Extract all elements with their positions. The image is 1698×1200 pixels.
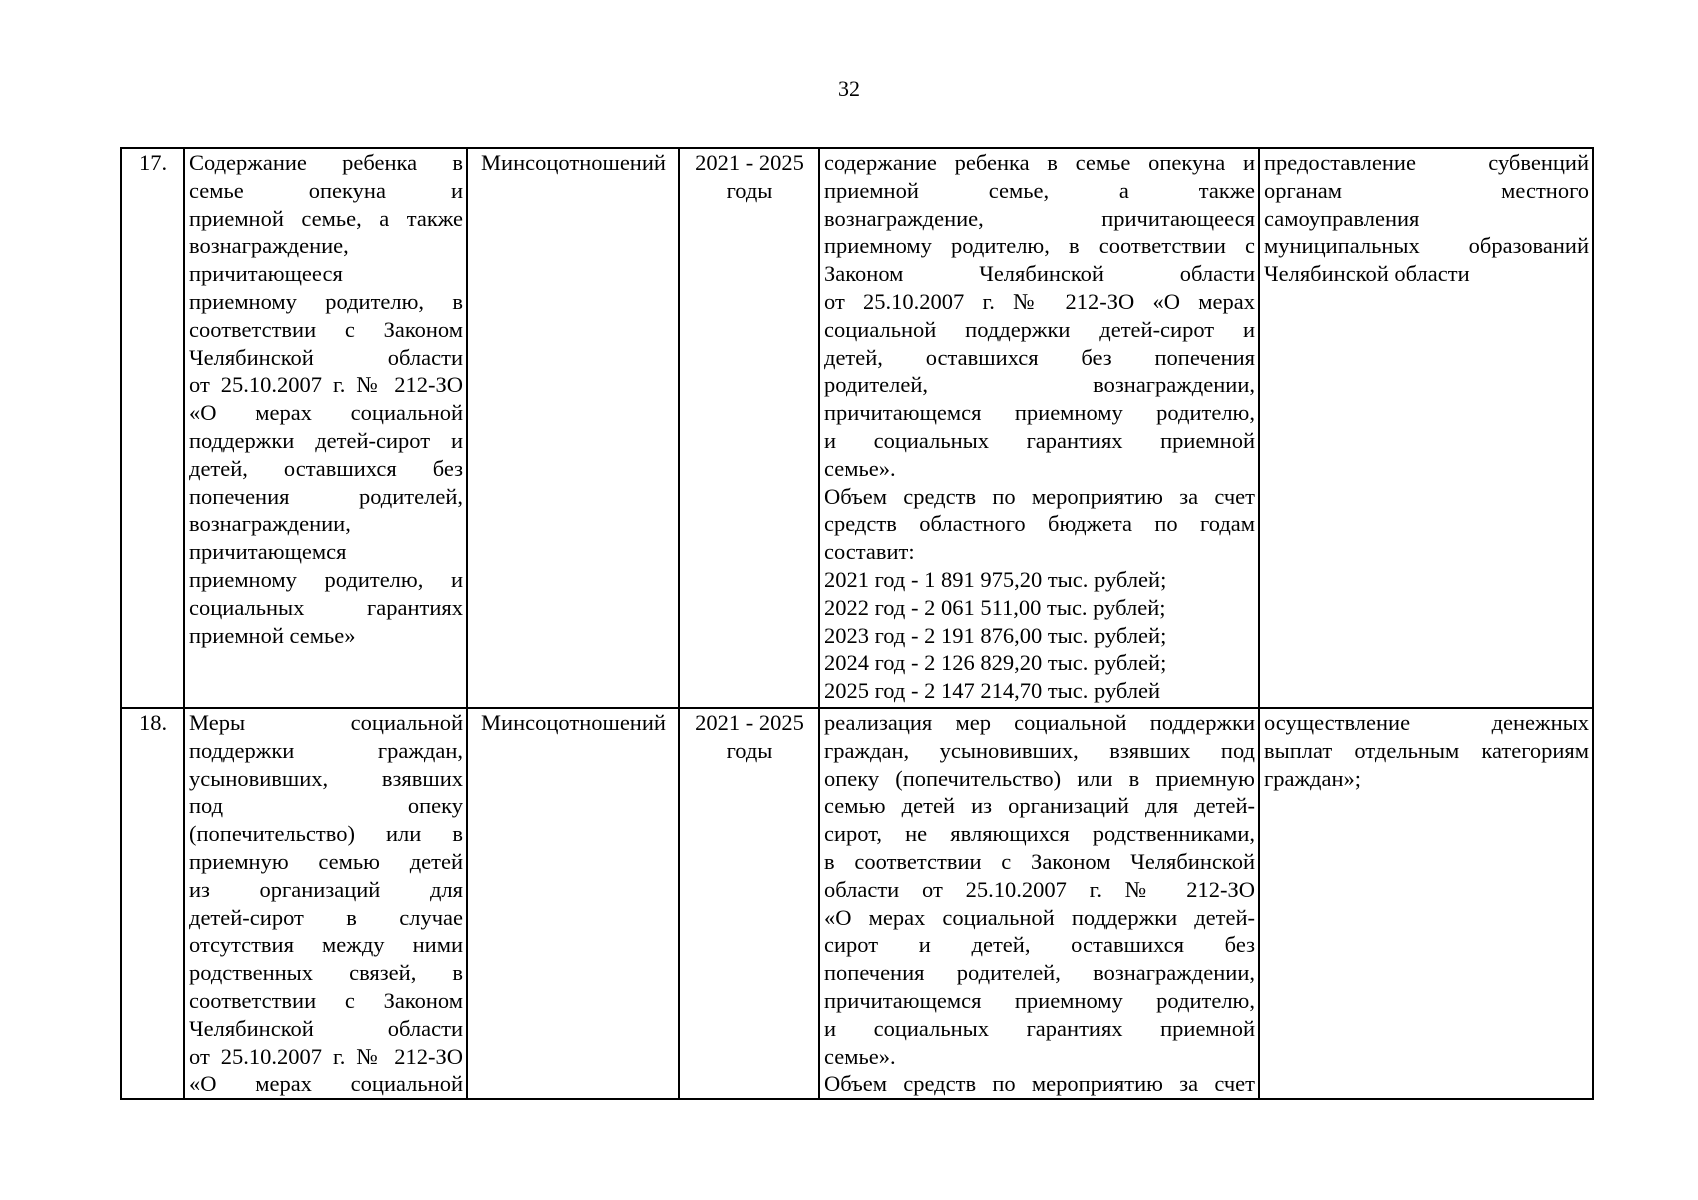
expected-result-line: детей, оставшихся без попечения (824, 344, 1255, 370)
note-line: предоставление субвенций (1264, 150, 1589, 175)
period-unit: годы (726, 737, 773, 763)
measure-title (184, 148, 467, 708)
executor: Минсоцотношений (467, 708, 679, 1099)
measure-title-line: семье опекуна и (189, 177, 463, 203)
period-unit: годы (726, 177, 773, 203)
page-number: 32 (838, 76, 860, 101)
measure-title-line: из организаций для (189, 876, 463, 902)
expected-result-line: 2023 год - 2 191 876,00 тыс. рублей; (824, 622, 1167, 648)
measures-table (120, 147, 1594, 1100)
period (679, 708, 819, 1099)
expected-result (819, 708, 1259, 1099)
table-row (121, 148, 1593, 708)
expected-result-line: семью детей из организаций для детей- (824, 793, 1255, 819)
measure-title-line: «О мерах социальной (189, 400, 463, 426)
expected-result-line: «О мерах социальной поддержки детей- (824, 904, 1255, 930)
note-line: муниципальных образований (1264, 233, 1589, 259)
measure-title-line: отсутствия между ними (189, 932, 463, 958)
measure-title-line: вознаграждении, (189, 511, 351, 537)
measure-title-line: причитающееся (189, 261, 343, 287)
expected-result-line: семье». (824, 1043, 896, 1069)
expected-result-lines (824, 709, 1255, 1098)
measure-title-line: детей, оставшихся без (189, 455, 463, 481)
expected-result-line: области от 25.10.2007 г. № 212-ЗО (824, 876, 1255, 902)
measure-title-line: поддержки граждан, (189, 737, 463, 763)
expected-result-line: составит: (824, 539, 915, 565)
measure-title-line: приемному родителю, в (189, 288, 463, 314)
measure-title-line: (попечительство) или в (189, 821, 463, 847)
period (679, 148, 819, 708)
measure-title-lines (189, 149, 463, 649)
expected-result-line: Объем средств по мероприятию за счет (824, 483, 1255, 509)
measure-title-line: соответствии с Законом (189, 987, 463, 1013)
measure-title-line: «О мерах социальной (189, 1071, 463, 1097)
measure-title-line: родственных связей, в (189, 960, 463, 986)
expected-result-line: содержание ребенка в семье опекуна и (824, 150, 1255, 175)
note (1259, 148, 1593, 708)
expected-result-line: причитающемся приемному родителю, (824, 400, 1255, 426)
measure-title-line: приемному родителю, и (189, 566, 463, 592)
note (1259, 708, 1593, 1099)
measure-title-line: детей-сирот в случае (189, 904, 463, 930)
note-lines (1264, 149, 1589, 288)
expected-result-line: Законом Челябинской области (824, 261, 1255, 287)
measure-title-line: от 25.10.2007 г. № 212-ЗО (189, 1043, 463, 1069)
measure-title-line: под опеку (189, 793, 463, 819)
measure-title-line: попечения родителей, (189, 483, 463, 509)
note-line: выплат отдельным категориям (1264, 737, 1589, 763)
expected-result-line: в соответствии с Законом Челябинской (824, 848, 1255, 874)
measure-title-line: от 25.10.2007 г. № 212-ЗО (189, 372, 463, 398)
expected-result-line: и социальных гарантиях приемной (824, 1015, 1255, 1041)
measure-title-line: Челябинской области (189, 344, 463, 370)
expected-result-line: социальной поддержки детей-сирот и (824, 316, 1255, 342)
measure-title-line: причитающемся (189, 539, 347, 565)
expected-result-line: сирот, не являющихся родственниками, (824, 821, 1255, 847)
measure-title-line: социальных гарантиях (189, 594, 463, 620)
measure-title-lines (189, 709, 463, 1098)
measure-title-line: усыновивших, взявших (189, 765, 463, 791)
expected-result-line: 2024 год - 2 126 829,20 тыс. рублей; (824, 650, 1167, 676)
row-number: 17. (121, 148, 184, 708)
note-lines (1264, 709, 1589, 792)
expected-result-line: родителей, вознаграждении, (824, 372, 1255, 398)
expected-result-line: причитающемся приемному родителю, (824, 987, 1255, 1013)
measure-title-line: приемной семье» (189, 622, 356, 648)
measure-title (184, 708, 467, 1099)
row-number: 18. (121, 708, 184, 1099)
measure-title-line: Меры социальной (189, 710, 463, 735)
expected-result (819, 148, 1259, 708)
note-line: самоуправления (1264, 205, 1420, 231)
expected-result-line: сирот и детей, оставшихся без (824, 932, 1255, 958)
expected-result-line: попечения родителей, вознаграждении, (824, 960, 1255, 986)
expected-result-line: Объем средств по мероприятию за счет (824, 1071, 1255, 1097)
measure-title-line: вознаграждение, (189, 233, 349, 259)
measure-title-line: Челябинской области (189, 1015, 463, 1041)
table-row (121, 708, 1593, 1099)
measure-title-line: Содержание ребенка в (189, 150, 463, 175)
executor: Минсоцотношений (467, 148, 679, 708)
measure-title-line: приемную семью детей (189, 848, 463, 874)
expected-result-line: и социальных гарантиях приемной (824, 427, 1255, 453)
expected-result-line: приемному родителю, в соответствии с (824, 233, 1255, 259)
expected-result-line: вознаграждение, причитающееся (824, 205, 1255, 231)
expected-result-line: семье». (824, 455, 896, 481)
note-line: органам местного (1264, 177, 1589, 203)
period-years: 2021 - 2025 (695, 150, 804, 175)
note-line: граждан»; (1264, 765, 1361, 791)
expected-result-line: опеку (попечительство) или в приемную (824, 765, 1255, 791)
period-years: 2021 - 2025 (695, 710, 804, 735)
measure-title-line: поддержки детей-сирот и (189, 427, 463, 453)
expected-result-line: средств областного бюджета по годам (824, 511, 1255, 537)
expected-result-line: 2022 год - 2 061 511,00 тыс. рублей; (824, 594, 1166, 620)
note-line: Челябинской области (1264, 261, 1470, 287)
note-line: осуществление денежных (1264, 710, 1589, 735)
expected-result-line: граждан, усыновивших, взявших под (824, 737, 1255, 763)
measure-title-line: соответствии с Законом (189, 316, 463, 342)
expected-result-lines (824, 149, 1255, 705)
measure-title-line: приемной семье, а также (189, 205, 463, 231)
expected-result-line: реализация мер социальной поддержки (824, 710, 1255, 735)
expected-result-line: от 25.10.2007 г. № 212-ЗО «О мерах (824, 288, 1255, 314)
expected-result-line: приемной семье, а также (824, 177, 1255, 203)
expected-result-line: 2021 год - 1 891 975,20 тыс. рублей; (824, 566, 1167, 592)
expected-result-line: 2025 год - 2 147 214,70 тыс. рублей (824, 678, 1161, 704)
